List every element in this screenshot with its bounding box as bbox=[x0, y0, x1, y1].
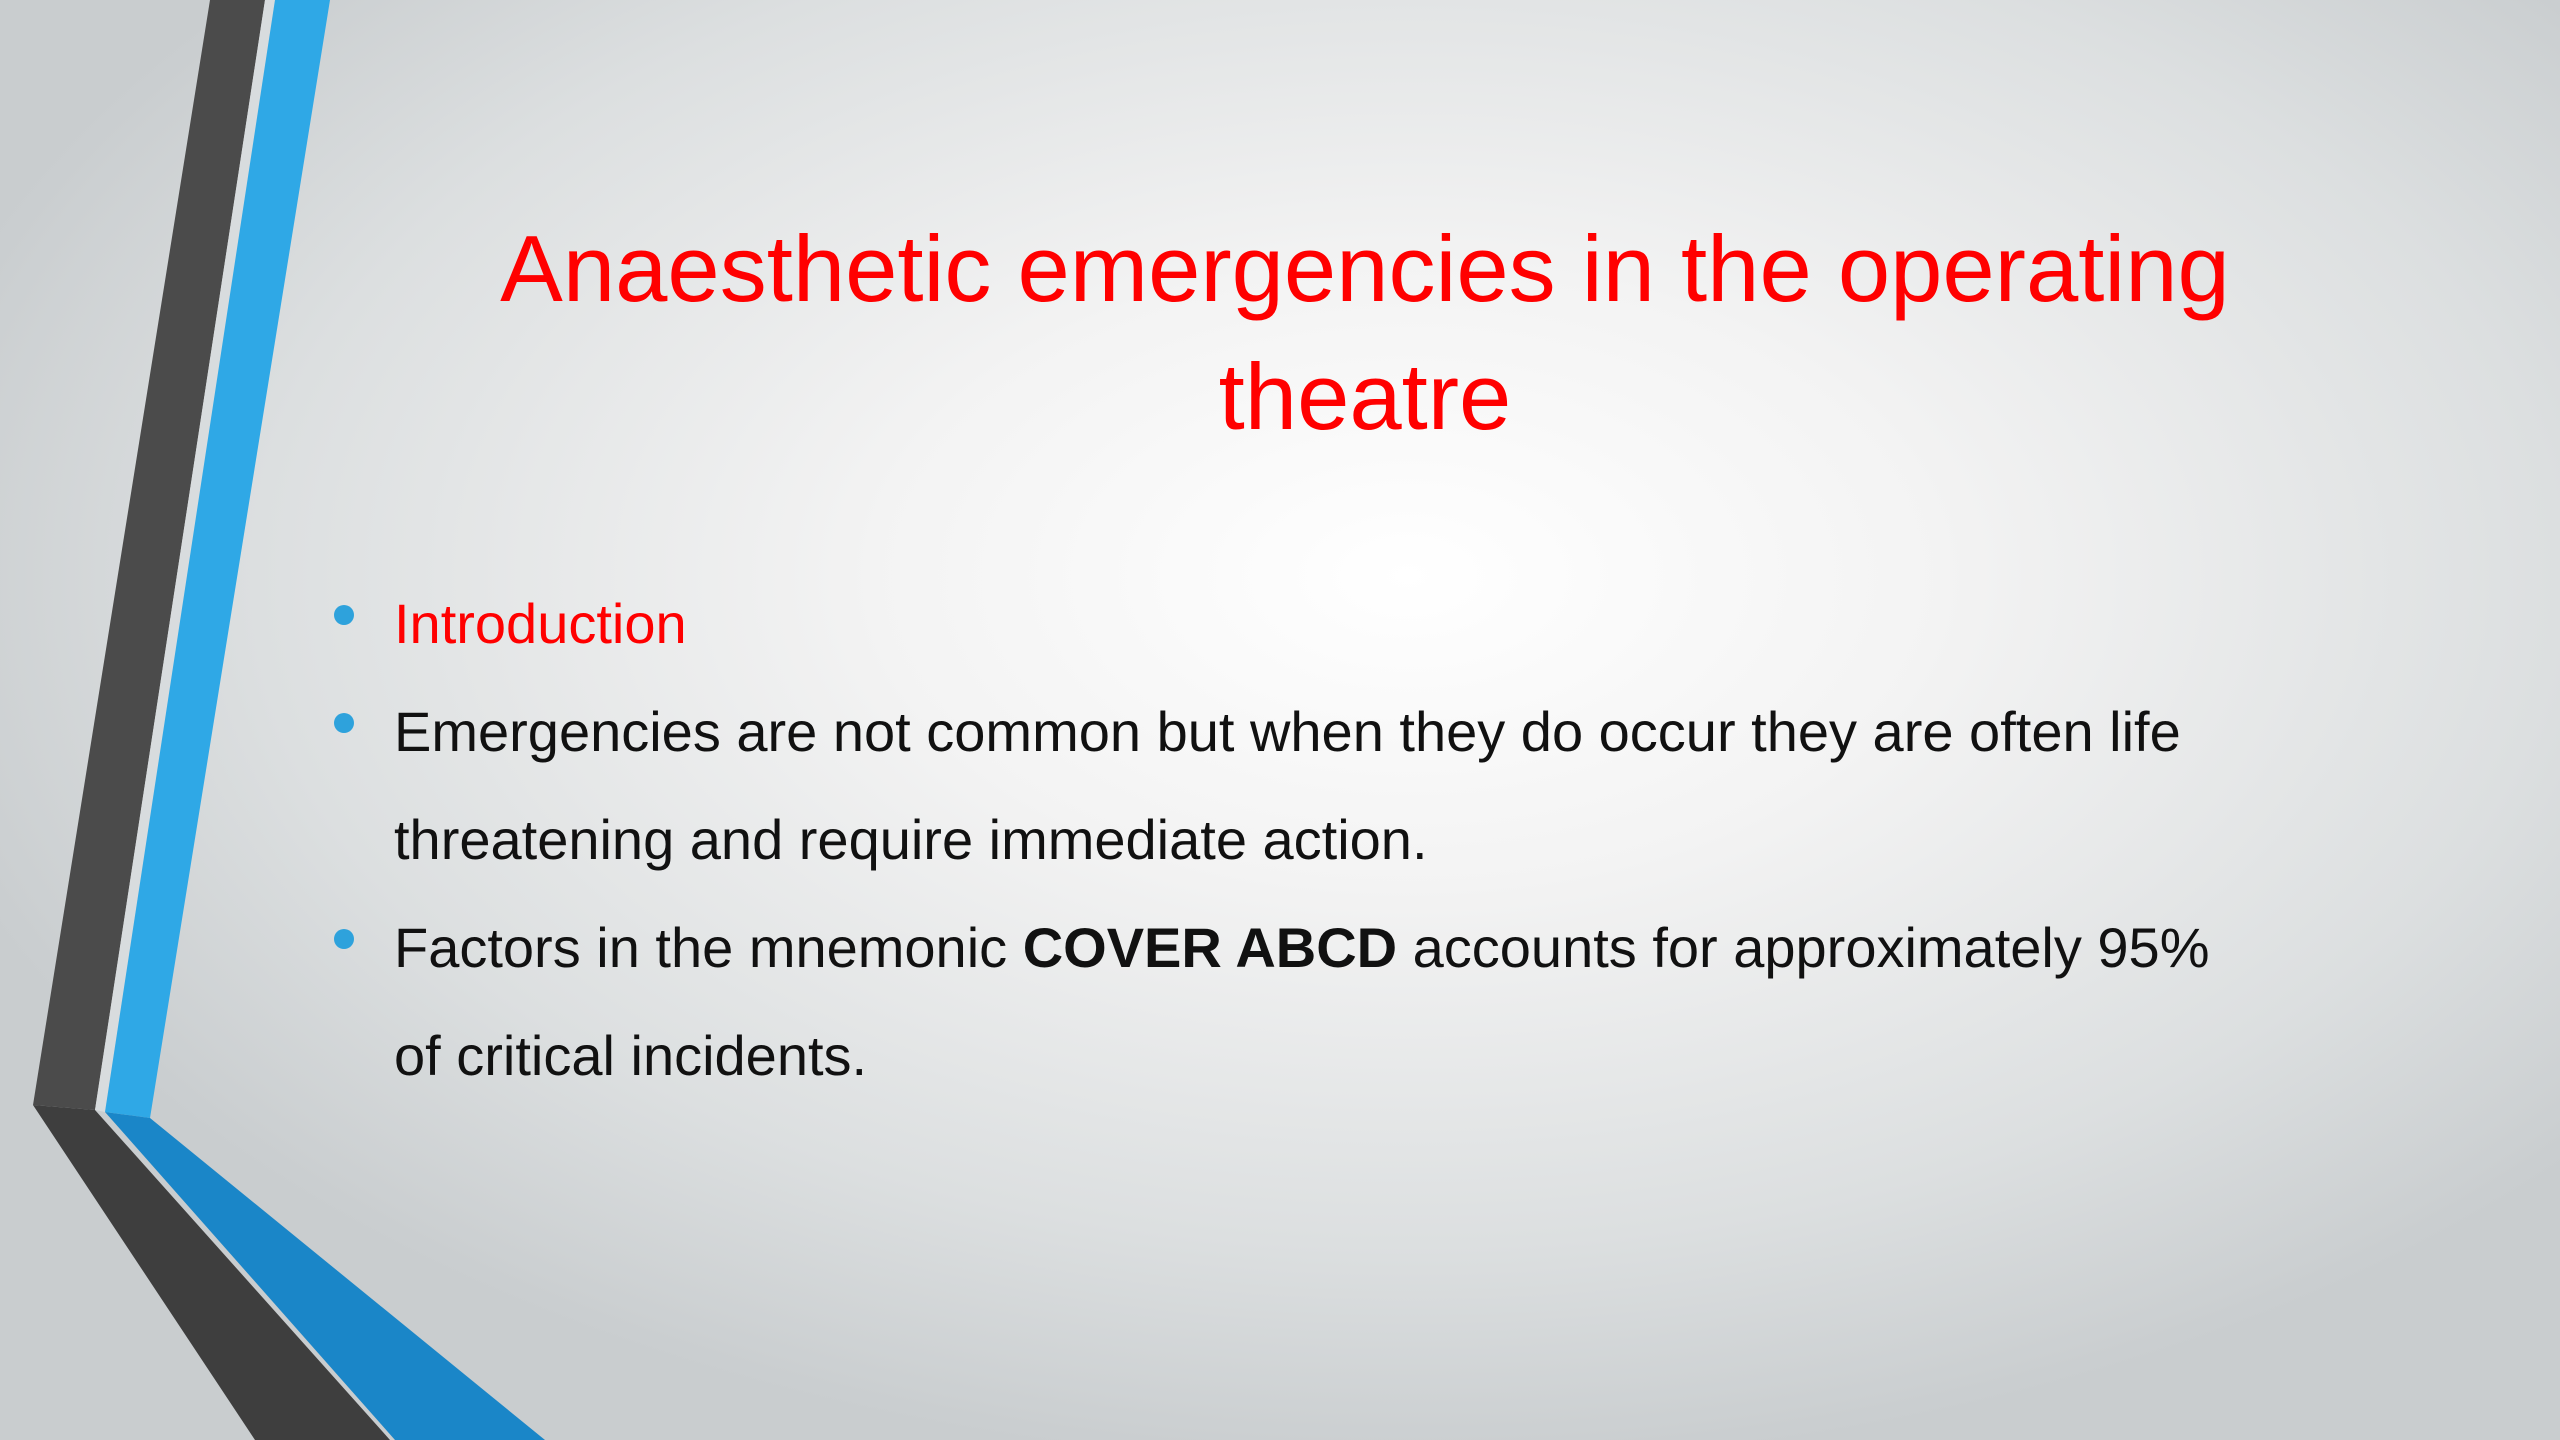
bullet-introduction bbox=[330, 570, 2230, 678]
bullet-dot-icon bbox=[334, 605, 354, 625]
bullet-factors-text-pre: Factors in the mnemonic bbox=[394, 916, 1023, 979]
bullet-emergencies-text: Emergencies are not common but when they do occur they are often life threatening and require immediate action. bbox=[394, 700, 2181, 871]
bullet-list bbox=[330, 570, 2230, 1110]
bullet-introduction-text: Introduction bbox=[394, 592, 687, 655]
slide-title: Anaesthetic emergencies in the operating theatre bbox=[500, 216, 2230, 449]
bullet-factors bbox=[330, 894, 2230, 1110]
bullet-dot-icon bbox=[334, 713, 354, 733]
bullet-factors-mnemonic: COVER ABCD bbox=[1022, 916, 1398, 979]
bullet-emergencies bbox=[330, 678, 2230, 894]
bullet-dot-icon bbox=[334, 929, 354, 949]
bullet-factors-text-post: accounts for approximately 95% of critical incidents. bbox=[394, 916, 2210, 1087]
